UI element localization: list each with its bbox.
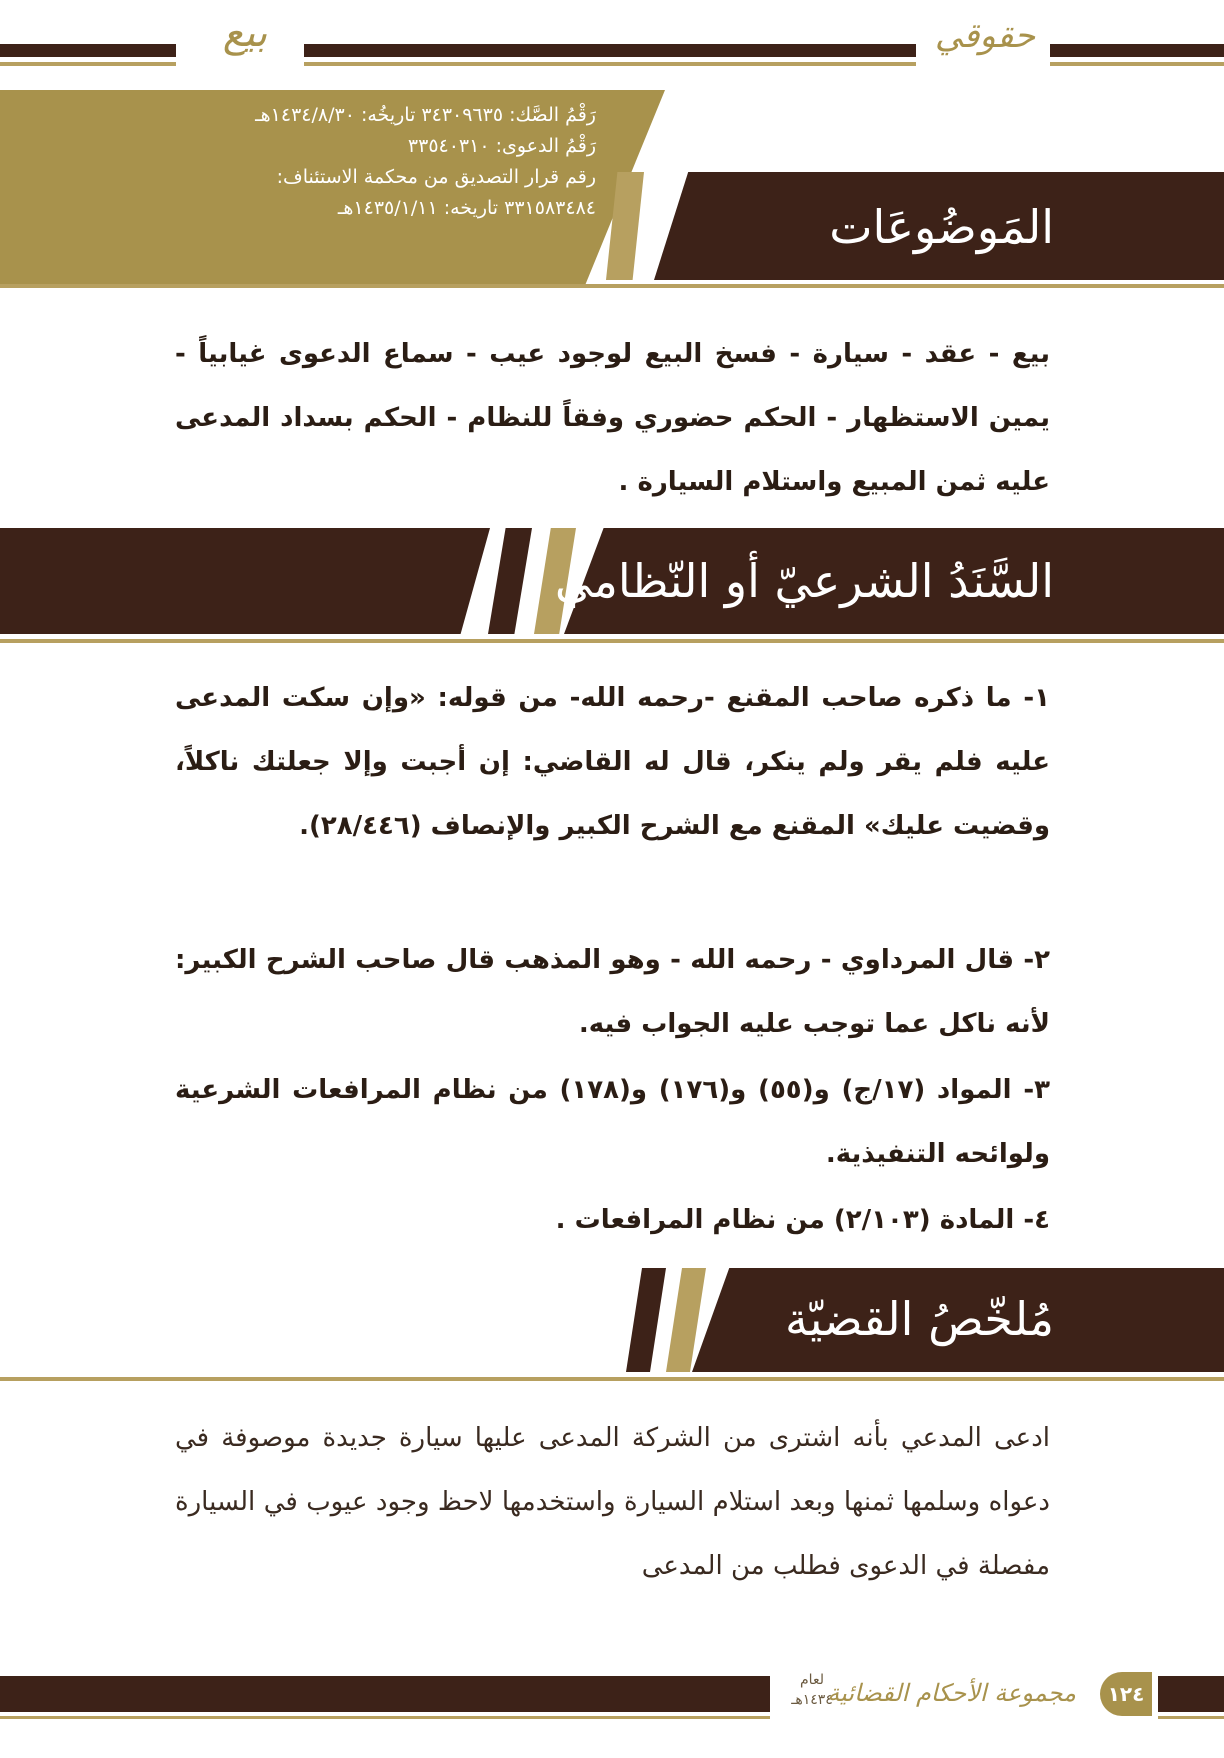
header-series-title: حقوقي	[934, 16, 1036, 56]
topics-text: بيع - عقد - سيارة - فسخ البيع لوجود عيب - سماع الدعوى غيابياً - يمين الاستظهار - الحكم حضوري وفقاً للنظام - الحكم بسداد المدعى عليه ثمن المبيع واستلام السيارة .	[175, 339, 1050, 497]
legal-basis-heading: السَّنَدُ الشرعيّ أو النّظامي	[554, 554, 1054, 608]
header-band-right	[1050, 44, 1224, 57]
header-gold-right	[1050, 62, 1224, 66]
legal-basis-item-2: ٢- قال المرداوي - رحمه الله - وهو المذهب قال صاحب الشرح الكبير: لأنه ناكل عما توجب عليه الجواب فيه.	[175, 945, 1050, 1039]
footer-gold-line	[0, 1716, 770, 1719]
page-number: ١٢٤	[1100, 1672, 1152, 1716]
summary-text: ادعى المدعي بأنه اشترى من الشركة المدعى عليها سيارة جديدة موصوفة في دعواه وسلمها ثمنها وبعد استلام السيارة واستخدمها لاحظ وجود عيوب في السيارة مفصلة في الدعوى فطلب من المدعى	[175, 1423, 1050, 1581]
banner-gold-stripe	[606, 172, 644, 280]
banner-underline	[0, 1377, 1224, 1381]
legal-basis-item-4: ٤- المادة (٢/١٠٣) من نظام المرافعات .	[555, 1205, 1050, 1235]
case-number: رَقْمُ الدعوى: ٣٣٥٤٠٣١٠	[407, 135, 596, 157]
topics-heading: المَوضُوعَات	[829, 200, 1054, 254]
footer-brand: مجموعة الأحكام القضائية	[827, 1679, 1076, 1707]
header-gold-left	[0, 62, 176, 66]
footer-year-label: لعام	[800, 1672, 824, 1688]
header-gold-middle	[304, 62, 916, 66]
appeal-label: رقم قرار التصديق من محكمة الاستئناف:	[276, 166, 596, 188]
banner-underline	[0, 284, 1224, 288]
footer-band-right	[1158, 1676, 1224, 1712]
banner-dark-stripe	[626, 1268, 666, 1372]
banner-underline	[0, 639, 1224, 643]
header-section-title: بيع	[222, 10, 268, 56]
header-band-middle	[304, 44, 916, 57]
footer-year-value: ١٤٣٤هـ	[791, 1692, 833, 1708]
appeal-number: ٣٣١٥٨٣٤٨٤ تاريخه: ١٤٣٥/١/١١هـ	[337, 197, 596, 219]
summary-banner	[0, 1268, 1224, 1388]
legal-basis-banner	[0, 528, 1224, 648]
deed-number: رَقْمُ الصَّك: ٣٤٣٠٩٦٣٥ تاريخُه: ١٤٣٤/٨/٣٠هـ	[255, 104, 596, 126]
summary-heading: مُلخّصُ القضيّة	[784, 1292, 1054, 1346]
banner-dark-band-left	[0, 528, 490, 634]
header-band-left	[0, 44, 176, 57]
banner-dark-stripe	[488, 528, 532, 634]
footer-gold-line-right	[1158, 1716, 1224, 1719]
topics-banner	[0, 172, 1224, 292]
footer-band	[0, 1676, 770, 1712]
legal-basis-item-1: ١- ما ذكره صاحب المقنع -رحمه الله- من قوله: «وإن سكت المدعى عليه فلم يقر ولم ينكر، قال له القاضي: إن أجبت وإلا جعلتك ناكلاً، وقضيت عليك» المقنع مع الشرح الكبير والإنصاف (٢٨/٤٤٦).	[175, 683, 1050, 841]
legal-basis-item-3: ٣- المواد (١٧/ج) و(٥٥) و(١٧٦) و(١٧٨) من نظام المرافعات الشرعية ولوائحه التنفيذية.	[175, 1075, 1050, 1169]
